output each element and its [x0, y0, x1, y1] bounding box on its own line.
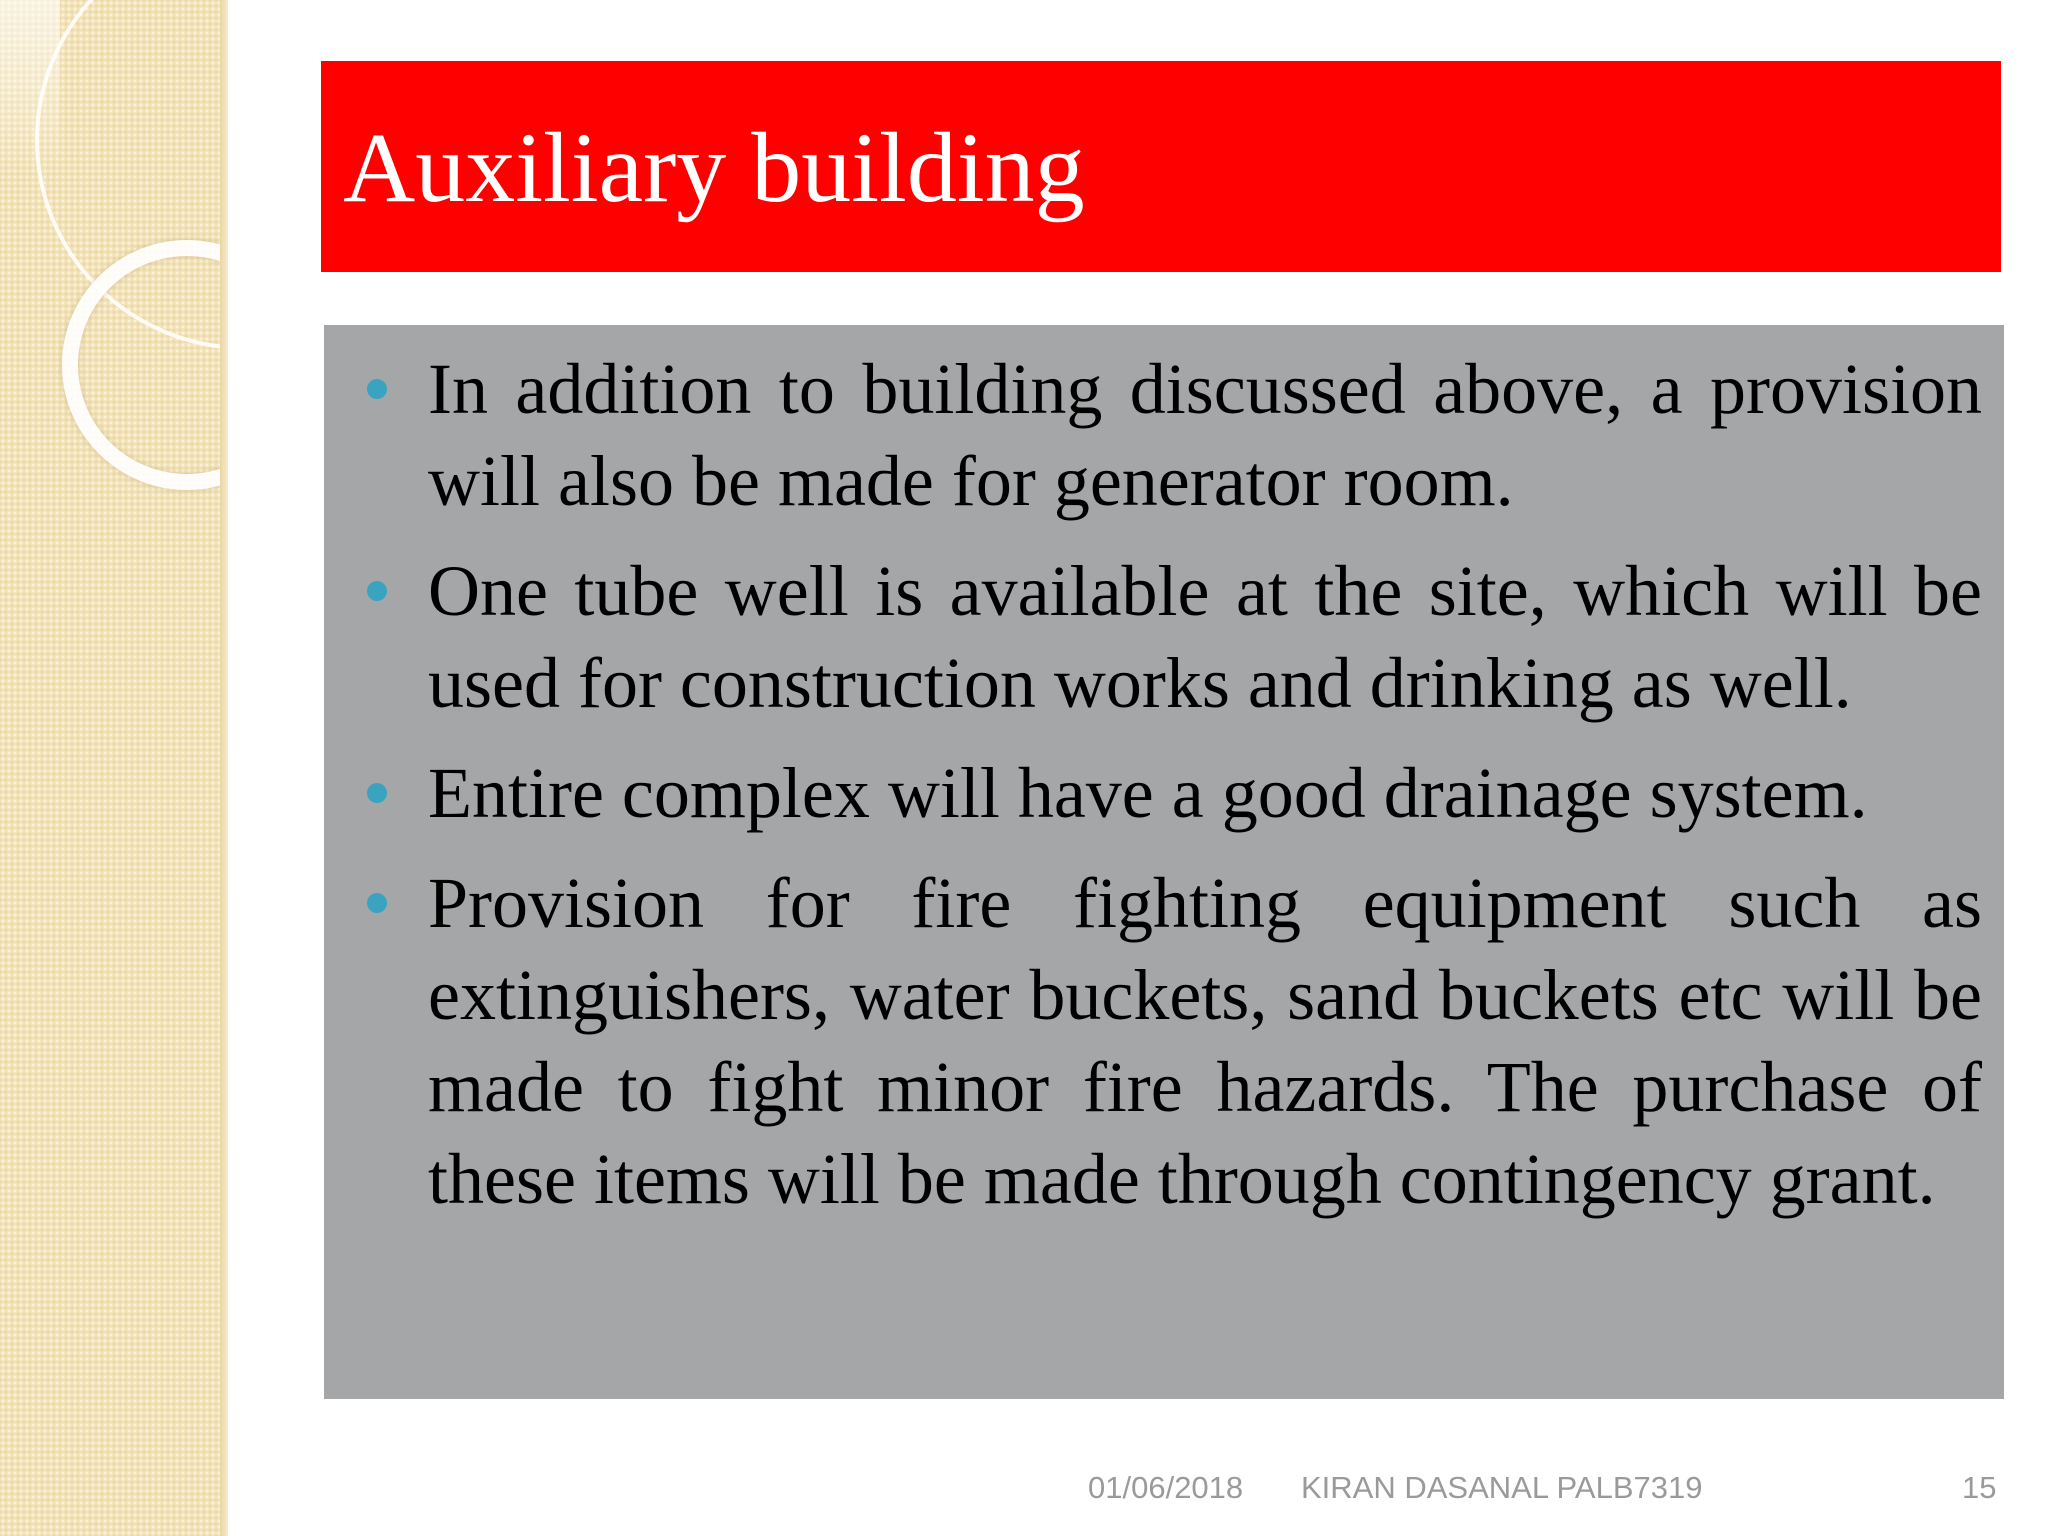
bullet-text: One tube well is available at the site, which will be used for construction works and drinking as well.: [428, 551, 1982, 723]
bullet-dot-icon: [367, 379, 387, 399]
slide-title: Auxiliary building: [343, 112, 1085, 223]
bullet-dot-icon: [367, 581, 387, 601]
bullet-text: Entire complex will have a good drainage system.: [428, 753, 1868, 833]
side-band-edge: [220, 0, 228, 1536]
bullet-dot-icon: [367, 893, 387, 913]
slide-number: 15: [1962, 1470, 1997, 1505]
decorative-side-band: [0, 0, 228, 1536]
bullet-dot-icon: [367, 783, 387, 803]
bullet-item: [358, 857, 1982, 1225]
bullet-text: Provision for fire fighting equipment such as extinguishers, water buckets, sand buckets etc will be made to fight minor fire hazards. The purchase of these items will be made through contingency grant.: [428, 863, 1982, 1219]
footer-date: 01/06/2018: [1088, 1470, 1244, 1505]
bullet-text: In addition to building discussed above, a provision will also be made for generator room.: [428, 349, 1982, 521]
bullet-list: [358, 343, 1982, 1243]
bullet-item: [358, 343, 1982, 527]
bullet-item: [358, 545, 1982, 729]
bullet-item: [358, 747, 1982, 839]
footer-author: KIRAN DASANAL PALB7319: [1301, 1470, 1703, 1505]
